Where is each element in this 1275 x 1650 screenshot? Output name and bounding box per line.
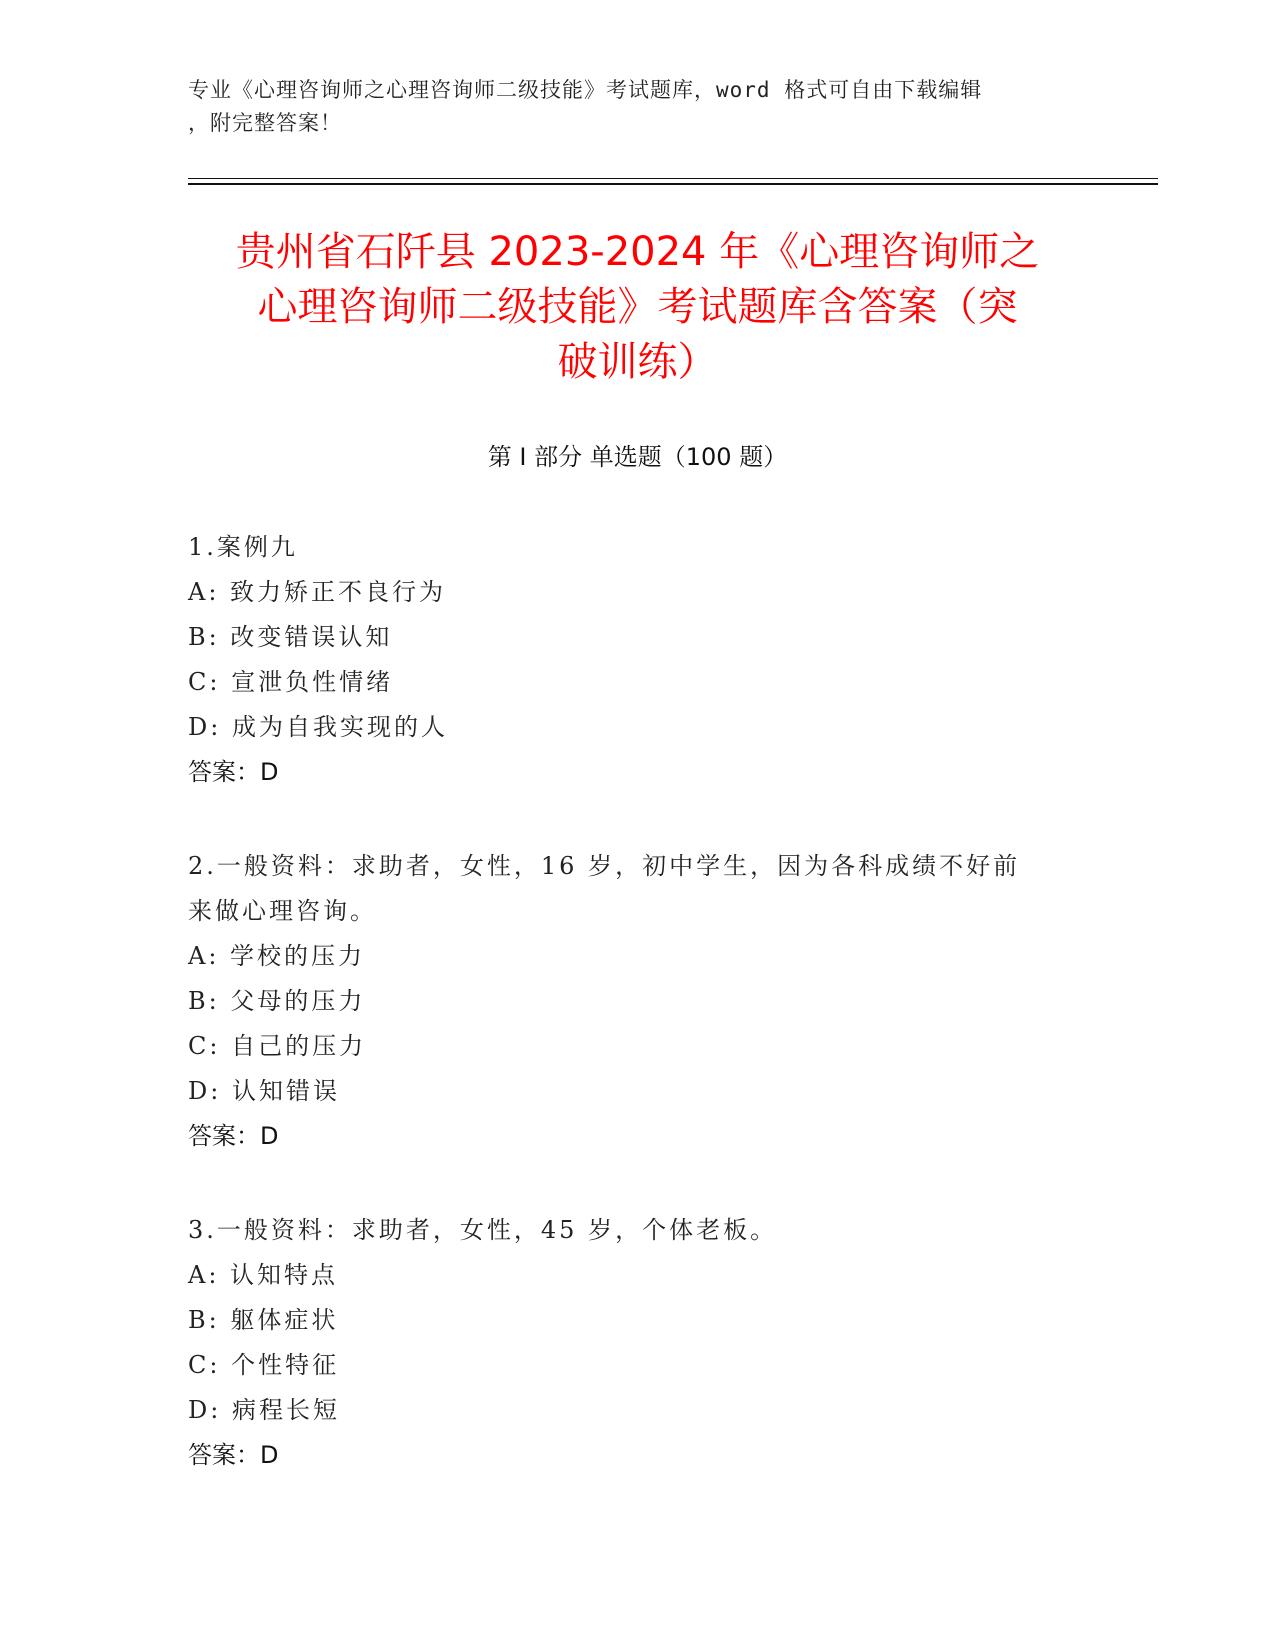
option-b: B: 躯体症状 bbox=[188, 1306, 339, 1334]
title-line-3: 破训练） bbox=[557, 339, 718, 385]
option-a: A: 致力矫正不良行为 bbox=[188, 578, 447, 606]
question-stem: 1.案例九 bbox=[188, 533, 298, 561]
option-c: C: 自己的压力 bbox=[188, 1032, 367, 1060]
option-b: B: 父母的压力 bbox=[188, 987, 366, 1015]
header-note-line-1: 专业《心理咨询师之心理咨询师二级技能》考试题库，word 格式可自由下载编辑 bbox=[188, 78, 983, 102]
title-line-2: 心理咨询师二级技能》考试题库含答案（突 bbox=[257, 284, 1018, 330]
question-stem: 3.一般资料：求助者，女性，45 岁，个体老板。 bbox=[188, 1216, 778, 1244]
section-heading: 第 I 部分 单选题（100 题） bbox=[487, 443, 788, 471]
header-note-line-2: ，附完整答案！ bbox=[188, 111, 342, 135]
question-stem: 2.一般资料：求助者，女性，16 岁，初中学生，因为各科成绩不好前 bbox=[188, 852, 1021, 880]
document-header-note bbox=[188, 74, 1088, 140]
header-divider-thick bbox=[188, 183, 1158, 185]
question-2 bbox=[188, 844, 1088, 1159]
option-b: B: 改变错误认知 bbox=[188, 623, 393, 651]
option-a: A: 认知特点 bbox=[188, 1261, 339, 1289]
document-title bbox=[170, 225, 1105, 390]
option-d: D: 认知错误 bbox=[188, 1077, 340, 1105]
question-3 bbox=[188, 1208, 1088, 1478]
option-a: A: 学校的压力 bbox=[188, 942, 366, 970]
option-d: D: 病程长短 bbox=[188, 1396, 340, 1424]
question-1 bbox=[188, 525, 1088, 795]
header-divider-thin bbox=[188, 178, 1158, 179]
title-line-1: 贵州省石阡县 2023-2024 年《心理咨询师之 bbox=[235, 229, 1040, 275]
answer-line: 答案：D bbox=[188, 1441, 279, 1469]
option-c: C: 宣泄负性情绪 bbox=[188, 668, 394, 696]
option-c: C: 个性特征 bbox=[188, 1351, 340, 1379]
answer-line: 答案：D bbox=[188, 758, 279, 786]
option-d: D: 成为自我实现的人 bbox=[188, 713, 448, 741]
question-stem-continued: 来做心理咨询。 bbox=[188, 897, 377, 925]
answer-line: 答案：D bbox=[188, 1122, 279, 1150]
